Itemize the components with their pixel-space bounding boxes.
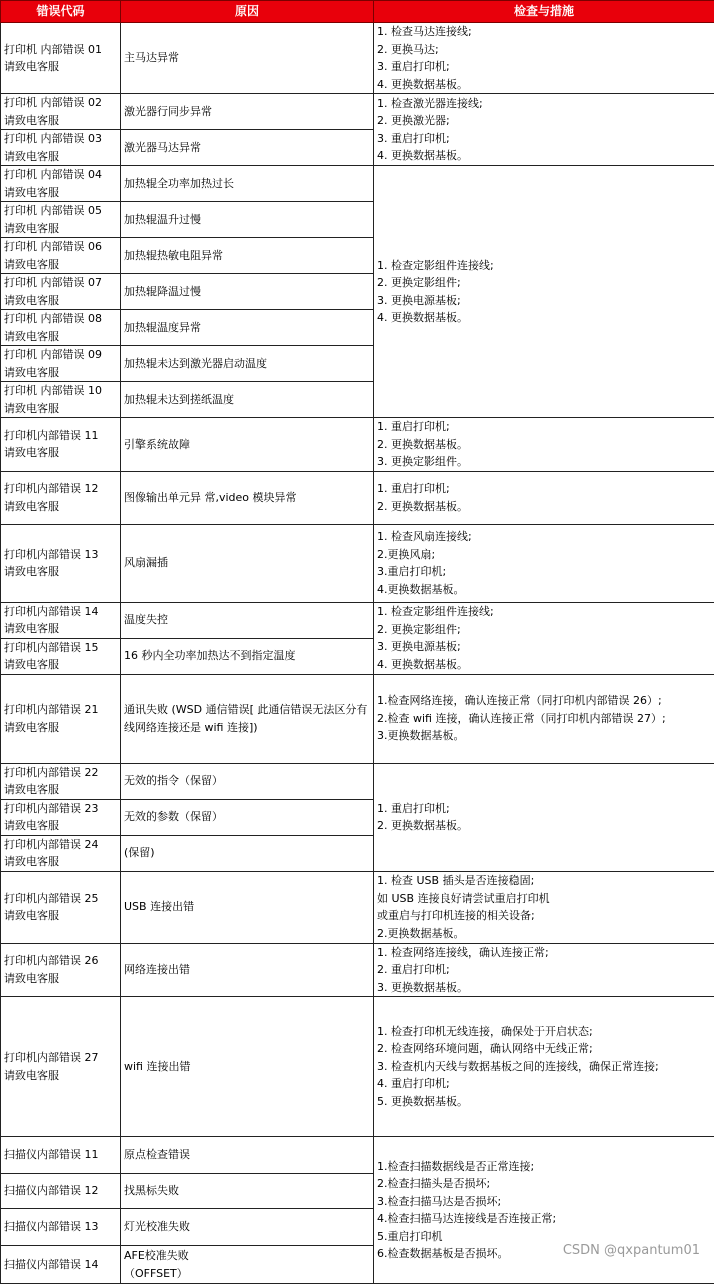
reason-cell: 加热辊温升过慢: [121, 202, 374, 238]
table-row: [1, 524, 714, 602]
action-cell: 1. 检查网络连接线，确认连接正常; 2. 重启打印机; 3. 更换数据基板。: [374, 943, 714, 997]
error-code-cell: 打印机 内部错误 08 请致电客服: [1, 310, 121, 346]
error-code-cell: 扫描仪内部错误 12: [1, 1174, 121, 1209]
error-code-cell: 打印机内部错误 11 请致电客服: [1, 418, 121, 472]
reason-cell: 激光器行同步异常: [121, 94, 374, 130]
action-cell: 1. 检查定影组件连接线; 2. 更换定影组件; 3. 更换电源基板; 4. 更换数据基板。: [374, 602, 714, 674]
error-code-cell: 打印机内部错误 24 请致电客服: [1, 835, 121, 871]
reason-cell: 加热辊未达到搓纸温度: [121, 382, 374, 418]
action-cell: 1. 重启打印机; 2. 更换数据基板。: [374, 471, 714, 524]
reason-cell: 找黑标失败: [121, 1174, 374, 1209]
reason-cell: wifi 连接出错: [121, 997, 374, 1137]
error-code-cell: 打印机 内部错误 09 请致电客服: [1, 346, 121, 382]
header-reason: 原因: [121, 1, 374, 23]
reason-cell: 加热辊降温过慢: [121, 274, 374, 310]
table-row: [1, 763, 714, 799]
reason-cell: 引擎系统故障: [121, 418, 374, 472]
reason-cell: 加热辊未达到激光器启动温度: [121, 346, 374, 382]
reason-cell: 原点检查错误: [121, 1137, 374, 1174]
error-code-cell: 打印机 内部错误 02 请致电客服: [1, 94, 121, 130]
action-cell: 1. 重启打印机; 2. 更换数据基板。 3. 更换定影组件。: [374, 418, 714, 472]
action-cell: 1. 检查马达连接线; 2. 更换马达; 3. 重启打印机; 4. 更换数据基板。: [374, 23, 714, 94]
reason-cell: 灯光校准失败: [121, 1209, 374, 1246]
action-cell: 1.检查扫描数据线是否正常连接; 2.检查扫描头是否损坏; 3.检查扫描马达是否损坏; 4.检查扫描马达连接线是否连接正常; 5.重启打印机 6.检查数据基板是否损坏。: [374, 1137, 714, 1284]
table-body: [1, 23, 714, 1284]
error-code-cell: 扫描仪内部错误 14: [1, 1246, 121, 1284]
error-code-cell: 打印机内部错误 23 请致电客服: [1, 799, 121, 835]
table-row: [1, 471, 714, 524]
reason-cell: AFE校准失败 （OFFSET）: [121, 1246, 374, 1284]
reason-cell: 网络连接出错: [121, 943, 374, 997]
action-cell: 1. 检查激光器连接线; 2. 更换激光器; 3. 重启打印机; 4. 更换数据基板。: [374, 94, 714, 166]
reason-cell: (保留): [121, 835, 374, 871]
error-code-cell: 打印机 内部错误 06 请致电客服: [1, 238, 121, 274]
error-code-cell: 打印机 内部错误 07 请致电客服: [1, 274, 121, 310]
error-code-cell: 打印机 内部错误 05 请致电客服: [1, 202, 121, 238]
reason-cell: 加热辊全功率加热过长: [121, 166, 374, 202]
error-code-cell: 打印机 内部错误 10 请致电客服: [1, 382, 121, 418]
table-header-row: [1, 1, 714, 23]
action-cell: 1. 检查 USB 插头是否连接稳固; 如 USB 连接良好请尝试重启打印机 或重启与打印机连接的相关设备; 2.更换数据基板。: [374, 871, 714, 943]
reason-cell: 温度失控: [121, 602, 374, 638]
table-row: [1, 997, 714, 1137]
table-row: [1, 602, 714, 638]
action-cell: 1.检查网络连接，确认连接正常（同打印机内部错误 26）; 2.检查 wifi 连接，确认连接正常（同打印机内部错误 27）; 3.更换数据基板。: [374, 674, 714, 763]
table-row: [1, 94, 714, 130]
action-cell: 1. 检查定影组件连接线; 2. 更换定影组件; 3. 更换电源基板; 4. 更换数据基板。: [374, 166, 714, 418]
error-code-cell: 打印机内部错误 26 请致电客服: [1, 943, 121, 997]
table-row: [1, 1137, 714, 1174]
table-row: [1, 418, 714, 472]
table-row: [1, 943, 714, 997]
error-code-cell: 打印机 内部错误 01 请致电客服: [1, 23, 121, 94]
reason-cell: 无效的指令（保留）: [121, 763, 374, 799]
error-code-cell: 打印机 内部错误 03 请致电客服: [1, 130, 121, 166]
error-code-cell: 打印机内部错误 27 请致电客服: [1, 997, 121, 1137]
reason-cell: 通讯失败 (WSD 通信错误[ 此通信错误无法区分有线网络连接还是 wifi 连接]): [121, 674, 374, 763]
table-row: [1, 871, 714, 943]
watermark: CSDN @qxpantum01: [563, 1243, 700, 1258]
error-code-cell: 打印机内部错误 22 请致电客服: [1, 763, 121, 799]
error-code-cell: 扫描仪内部错误 11: [1, 1137, 121, 1174]
action-cell: 1. 检查风扇连接线; 2.更换风扇; 3.重启打印机; 4.更换数据基板。: [374, 524, 714, 602]
error-code-cell: 扫描仪内部错误 13: [1, 1209, 121, 1246]
reason-cell: USB 连接出错: [121, 871, 374, 943]
reason-cell: 激光器马达异常: [121, 130, 374, 166]
header-error-code: 错误代码: [1, 1, 121, 23]
error-code-cell: 打印机内部错误 14 请致电客服: [1, 602, 121, 638]
error-code-cell: 打印机内部错误 21 请致电客服: [1, 674, 121, 763]
reason-cell: 加热辊温度异常: [121, 310, 374, 346]
reason-cell: 图像输出单元异 常,video 模块异常: [121, 471, 374, 524]
error-code-cell: 打印机内部错误 12 请致电客服: [1, 471, 121, 524]
table-row: [1, 166, 714, 202]
action-cell: 1. 检查打印机无线连接，确保处于开启状态; 2. 检查网络环境问题，确认网络中无线正常; 3. 检查机内天线与数据基板之间的连接线，确保正常连接; 4. 重启打印机; 5. 更换数据基板。: [374, 997, 714, 1137]
error-code-cell: 打印机内部错误 15 请致电客服: [1, 638, 121, 674]
error-code-cell: 打印机内部错误 25 请致电客服: [1, 871, 121, 943]
table-row: [1, 23, 714, 94]
reason-cell: 16 秒内全功率加热达不到指定温度: [121, 638, 374, 674]
action-cell: 1. 重启打印机; 2. 更换数据基板。: [374, 763, 714, 871]
reason-cell: 加热辊热敏电阻异常: [121, 238, 374, 274]
error-code-cell: 打印机 内部错误 04 请致电客服: [1, 166, 121, 202]
table-row: [1, 674, 714, 763]
header-action: 检查与措施: [374, 1, 714, 23]
error-code-cell: 打印机内部错误 13 请致电客服: [1, 524, 121, 602]
reason-cell: 无效的参数（保留）: [121, 799, 374, 835]
reason-cell: 主马达异常: [121, 23, 374, 94]
reason-cell: 风扇漏插: [121, 524, 374, 602]
